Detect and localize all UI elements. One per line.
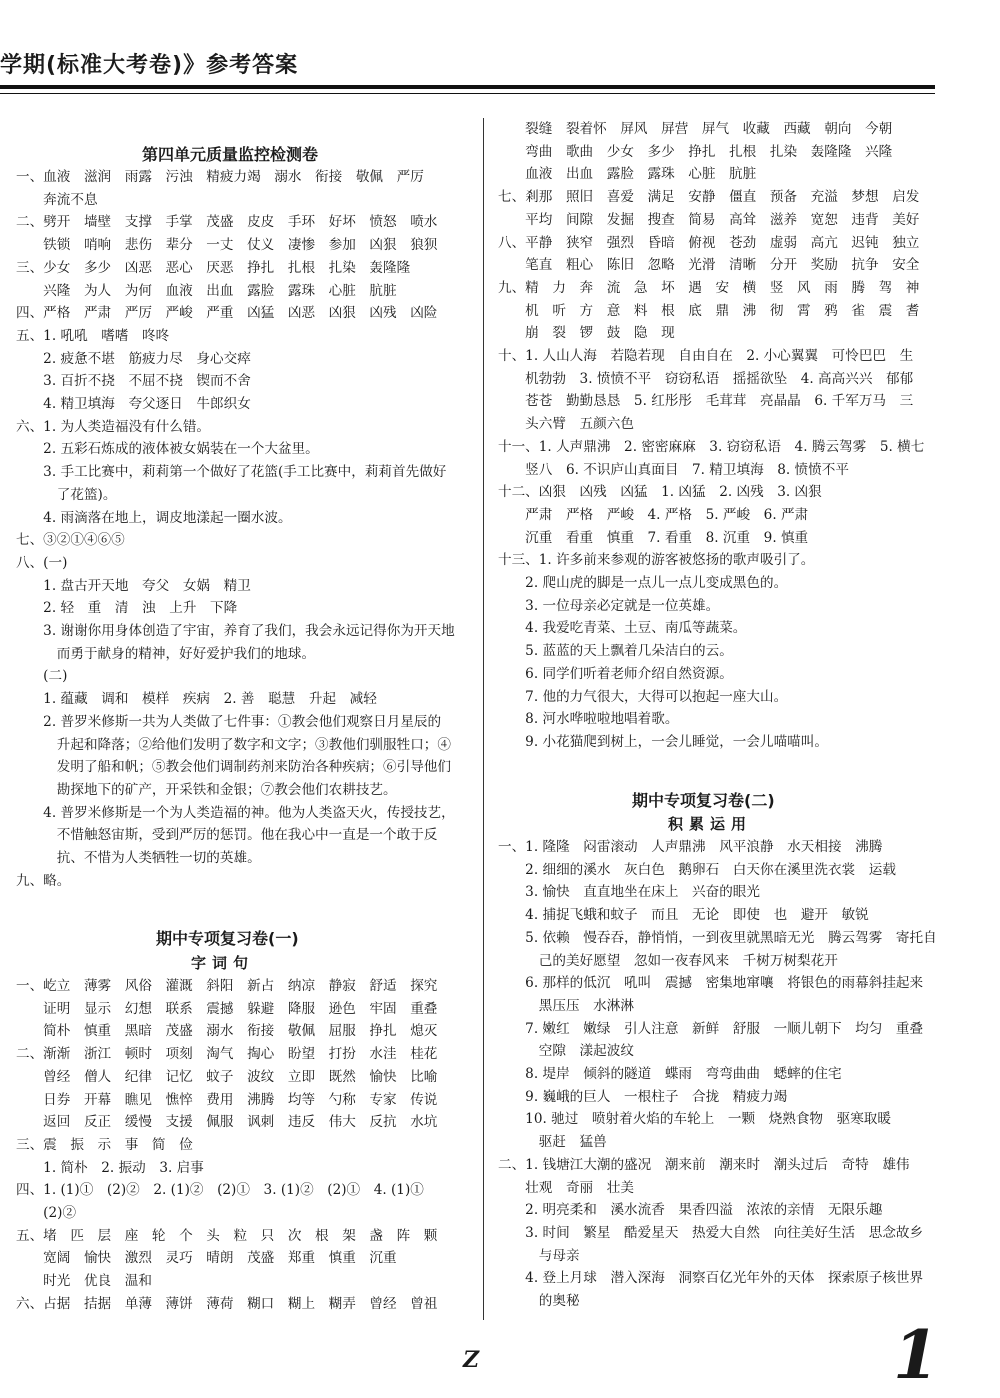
answer-line: 宽阔 愉快 激烈 灵巧 晴朗 茂盛 郑重 慎重 沉重	[16, 1250, 397, 1267]
answer-line: 十一、1. 人声鼎沸 2. 密密麻麻 3. 窃窃私语 4. 腾云驾雾 5. 横七	[498, 438, 925, 455]
answer-line: 六、占据 拮据 单薄 薄饼 薄荷 糊口 糊上 糊弄 曾经 曾祖	[16, 1295, 438, 1312]
answer-line: 7. 他的力气很大，大得可以抱起一座大山。	[498, 688, 788, 705]
answer-line: 裂缝 裂着怀 屏风 屏营 屏气 收藏 西藏 朝向 今朝	[498, 121, 893, 137]
answer-line: 笔直 粗心 陈旧 忽略 光滑 清晰 分开 奖励 抗争 安全	[498, 257, 920, 274]
answer-line: 4. 登上月球 潜入深海 洞察百亿光年外的天体 探索原子核世界	[498, 1270, 924, 1287]
answer-line: 七、③②①④⑥⑤	[16, 532, 125, 549]
answer-line: 的奥秘	[498, 1293, 580, 1309]
answer-line: 2. 明亮柔和 溪水流香 果香四溢 浓浓的亲情 无限乐趣	[498, 1202, 883, 1219]
answer-line: 己的美好愿望 忽如一夜春风来 千树万树梨花开	[498, 952, 838, 969]
answer-line: 与母亲	[498, 1247, 580, 1264]
answer-line: 3. 愉快 直直地坐在床上 兴奋的眼光	[498, 884, 760, 901]
answer-line: 4. 捕捉飞蛾和蚊子 而且 无论 即使 也 避开 敏锐	[498, 907, 869, 924]
answer-line: 六、1. 为人类造福没有什么错。	[16, 418, 211, 435]
answer-line: 崩 裂 锣 鼓 隐 现	[498, 325, 675, 342]
answer-line: 1. 蕴藏 调和 模样 疾病 2. 善 聪慧 升起 减轻	[16, 691, 377, 708]
answer-line: 铁锁 哨响 悲伤 辈分 一丈 仗义 凄惨 参加 凶狠 狼狈	[16, 237, 438, 254]
answer-line: 四、严格 严肃 严厉 严峻 严重 凶猛 凶恶 凶狠 凶残 凶险	[16, 305, 438, 322]
header-rule-thin	[0, 93, 935, 94]
answer-line: 不惜触怒宙斯，受到严厉的惩罚。他在我心中一直是一个敢于反	[16, 827, 438, 844]
answer-line: 8. 河水哗啦啦地唱着歌。	[498, 711, 679, 728]
answer-line: 十、1. 人山人海 若隐若现 自由自在 2. 小心翼翼 可怜巴巴 生	[498, 348, 914, 364]
answer-line: 空隙 漾起波纹	[498, 1043, 634, 1060]
answer-line: 4. 精卫填海 夸父逐日 牛郎织女	[16, 396, 251, 412]
answer-line: 驱赶 猛兽	[498, 1134, 607, 1151]
answer-line: 头六臂 五颜六色	[498, 416, 634, 433]
answer-line: 返回 反正 缓慢 支援 佩服 讽刺 违反 伟大 反抗 水坑	[16, 1114, 438, 1131]
answer-line: 十三、1. 许多前来参观的游客被悠扬的歌声吸引了。	[498, 552, 815, 569]
answer-line: 九、略。	[16, 872, 71, 889]
answer-line: 九、精 力 奔 流 急 坏 遇 安 横 竖 风 雨 腾 驾 神	[498, 279, 920, 296]
answer-line: 机勃勃 3. 愤愤不平 窃窃私语 摇摇欲坠 4. 高高兴兴 郁郁	[498, 370, 914, 387]
answer-line: 3. 百折不挠 不屈不挠 锲而不舍	[16, 373, 251, 390]
answer-line: 3. 手工比赛中，莉莉第一个做好了花篮(手工比赛中，莉莉首先做好	[16, 464, 447, 481]
answer-line: (二)	[16, 668, 68, 685]
answer-line: 竖八 6. 不识庐山真面目 7. 精卫填海 8. 愤愤不平	[498, 461, 849, 478]
answer-line: 四、1. (1)① (2)② 2. (1)② (2)① 3. (1)② (2)① 4. (1)①	[16, 1182, 424, 1199]
section-heading: 期中专项复习卷(一)	[156, 929, 299, 948]
answer-line: 9. 小花猫爬到树上，一会儿睡觉，一会儿喵喵叫。	[498, 733, 828, 750]
answer-line: 1. 简朴 2. 振动 3. 启事	[16, 1159, 204, 1176]
answer-line: 二、渐渐 浙江 顿时 项刻 淘气 掏心 盼望 打扮 水洼 桂花	[16, 1046, 438, 1063]
answer-line: 壮观 奇丽 壮美	[498, 1179, 634, 1196]
answer-line: 6. 那样的低沉 吼叫 震撼 密集地窜嚷 将银色的雨幕斜挂起来	[498, 975, 924, 992]
answer-line: 兴隆 为人 为何 血液 出血 露脸 露珠 心脏 肮脏	[16, 282, 397, 299]
answer-line: 2. 普罗米修斯一共为人类做了七件事：①教会他们观察日月星辰的	[16, 713, 442, 730]
answer-line: 七、剎那 照旧 喜爱 满足 安静 僵直 预备 充溢 梦想 启发	[498, 189, 920, 206]
answer-line: 一、血液 滋润 雨露 污浊 精疲力竭 溺水 衔接 敬佩 严厉	[16, 169, 424, 185]
answer-line: 3. 谢谢你用身体创造了宇宙，养育了我们，我会永远记得你为开天地	[16, 623, 455, 639]
section-subheading: 字词句	[191, 954, 255, 972]
answer-line: 升起和降落；②给他们发明了数字和文字；③教他们驯服牲口；④	[16, 736, 451, 753]
answer-line: 2. 轻 重 清 浊 上升 下降	[16, 600, 238, 617]
answer-line: 三、少女 多少 凶恶 恶心 厌恶 挣扎 扎根 扎染 轰隆隆	[16, 259, 411, 276]
section-heading: 第四单元质量监控检测卷	[142, 145, 319, 164]
column-divider	[483, 118, 484, 1320]
answer-line: 八、(一)	[16, 554, 68, 571]
answer-line: 而勇于献身的精神，好好爱护我们的地球。	[16, 645, 316, 662]
answer-line: 2. 爬山虎的脚是一点儿一点儿变成黑色的。	[498, 575, 788, 591]
answer-line: 一、屹立 薄雾 风俗 灌溉 斜阳 新占 纳凉 静寂 舒适 探究	[16, 978, 438, 994]
answer-line: 了花篮)。	[16, 486, 117, 503]
answer-line: 9. 巍峨的巨人 一根柱子 合拢 精疲力竭	[498, 1088, 788, 1105]
answer-line: 二、劈开 墙壁 支撑 手掌 茂盛 皮皮 手环 好坏 愤怒 喷水	[16, 214, 438, 231]
answer-line: 五、堵 匹 层 座 轮 个 头 粒 只 次 根 架 盏 阵 颗	[16, 1227, 438, 1244]
answer-line: 7. 嫩红 嫩绿 引人注意 新鲜 舒服 一顺儿朝下 均匀 重叠	[498, 1020, 924, 1037]
answer-line: 4. 我爱吃青菜、土豆、南瓜等蔬菜。	[498, 620, 747, 637]
answer-line: 黑压压 水淋淋	[498, 997, 634, 1014]
answer-line: 证明 显示 幻想 联系 震撼 躲避 降服 逊色 牢固 重叠	[16, 1000, 438, 1017]
answer-line: 3. 一位母亲必定就是一位英雄。	[498, 597, 720, 614]
answer-line: 3. 时间 繁星 酷爱星天 热爱大自然 向往美好生活 思念故乡	[498, 1224, 924, 1241]
answer-line: 苍苍 勤勤恳恳 5. 红彤彤 毛茸茸 亮晶晶 6. 千军万马 三	[498, 393, 914, 410]
answer-line: 五、1. 吼吼 嗜嗜 咚咚	[16, 327, 170, 344]
answer-line: 2. 细细的溪水 灰白色 鹅卵石 白天你在溪里洗衣裳 运载	[498, 861, 896, 878]
answer-line: 4. 雨滴落在地上，调皮地漾起一圈水波。	[16, 509, 292, 526]
answer-line: 4. 普罗米修斯是一个为人类造福的神。他为人类盗天火，传授技艺，	[16, 804, 455, 821]
section-subheading: 积累运用	[668, 815, 753, 833]
answer-line: 曾经 僧人 纪律 记忆 蚊子 波纹 立即 既然 愉快 比喻	[16, 1068, 438, 1085]
answer-line: 奔流不息	[16, 191, 98, 208]
answer-line: 时光 优良 温和	[16, 1273, 152, 1290]
answer-line: 简朴 慎重 黑暗 茂盛 溺水 衔接 敬佩 屈服 挣扎 熄灭	[16, 1023, 438, 1040]
answer-line: 日券 开幕 瞧见 憔悴 费用 沸腾 均等 勺称 专家 传说	[16, 1091, 438, 1108]
answer-line: 1. 盘古开天地 夸父 女娲 精卫	[16, 577, 251, 594]
answer-line: 机 听 方 意 料 根 底 鼎 沸 彻 霄 鸦 雀 震 耆	[498, 302, 920, 319]
answer-line: 一、1. 隆隆 闷雷滚动 人声鼎沸 风平浪静 水天相接 沸腾	[498, 839, 883, 855]
answer-line: 8. 堤岸 倾斜的隧道 蝶雨 弯弯曲曲 蟋蟀的住宅	[498, 1066, 842, 1082]
answer-line: 10. 驰过 喷射着火焰的车轮上 一颗 烧熟食物 驱寒取暖	[498, 1111, 891, 1128]
answer-line: 十二、凶狠 凶残 凶猛 1. 凶猛 2. 凶残 3. 凶狠	[498, 484, 822, 501]
answer-line: 血液 出血 露脸 露珠 心脏 肮脏	[498, 166, 757, 183]
answer-line: 2. 五彩石炼成的液体被女娲装在一个大盆里。	[16, 441, 319, 458]
answer-line: 三、震 振 示 事 简 俭	[16, 1136, 193, 1153]
answer-line: 6. 同学们听着老师介绍自然资源。	[498, 665, 733, 682]
answer-line: 5. 蓝蓝的天上飘着几朵洁白的云。	[498, 643, 733, 660]
answer-line: 平均 间隙 发掘 搜查 简易 高耸 滋养 宽恕 违背 美好	[498, 211, 920, 228]
answer-line: 勘探地下的矿产，开采铁和金银；⑦教会他们农耕技艺。	[16, 781, 397, 798]
answer-line: 严肃 严格 严峻 4. 严格 5. 严峻 6. 严肃	[498, 506, 809, 523]
header-title: 学期(标准大考卷)》参考答案	[0, 53, 299, 78]
page-letter: Z	[463, 1347, 480, 1373]
answer-line: 二、1. 钱塘江大潮的盛况 潮来前 潮来时 潮头过后 奇特 雄伟	[498, 1156, 910, 1173]
answer-line: 抗、不惜为人类牺牲一切的英雄。	[16, 850, 261, 866]
answer-line: 2. 疲惫不堪 筋疲力尽 身心交瘁	[16, 350, 251, 367]
answer-line: 5. 依赖 慢吞吞，静悄悄，一到夜里就黑暗无光 腾云驾雾 寄托自	[498, 929, 937, 946]
answer-line: 八、平静 狭窄 强烈 昏暗 俯视 苍劲 虚弱 高亢 迟钝 独立	[498, 234, 920, 251]
page-number: 1	[893, 1316, 939, 1394]
answer-line: 弯曲 歌曲 少女 多少 挣扎 扎根 扎染 轰隆隆 兴隆	[498, 143, 893, 160]
section-heading: 期中专项复习卷(二)	[632, 791, 775, 810]
answer-line: 发明了船和帆；⑤教会他们调制药剂来防治各种疾病；⑥引导他们	[16, 759, 451, 776]
answer-line: 沉重 看重 慎重 7. 看重 8. 沉重 9. 慎重	[498, 529, 809, 546]
answer-line: (2)②	[16, 1205, 77, 1221]
header-rule-thick	[0, 85, 935, 89]
